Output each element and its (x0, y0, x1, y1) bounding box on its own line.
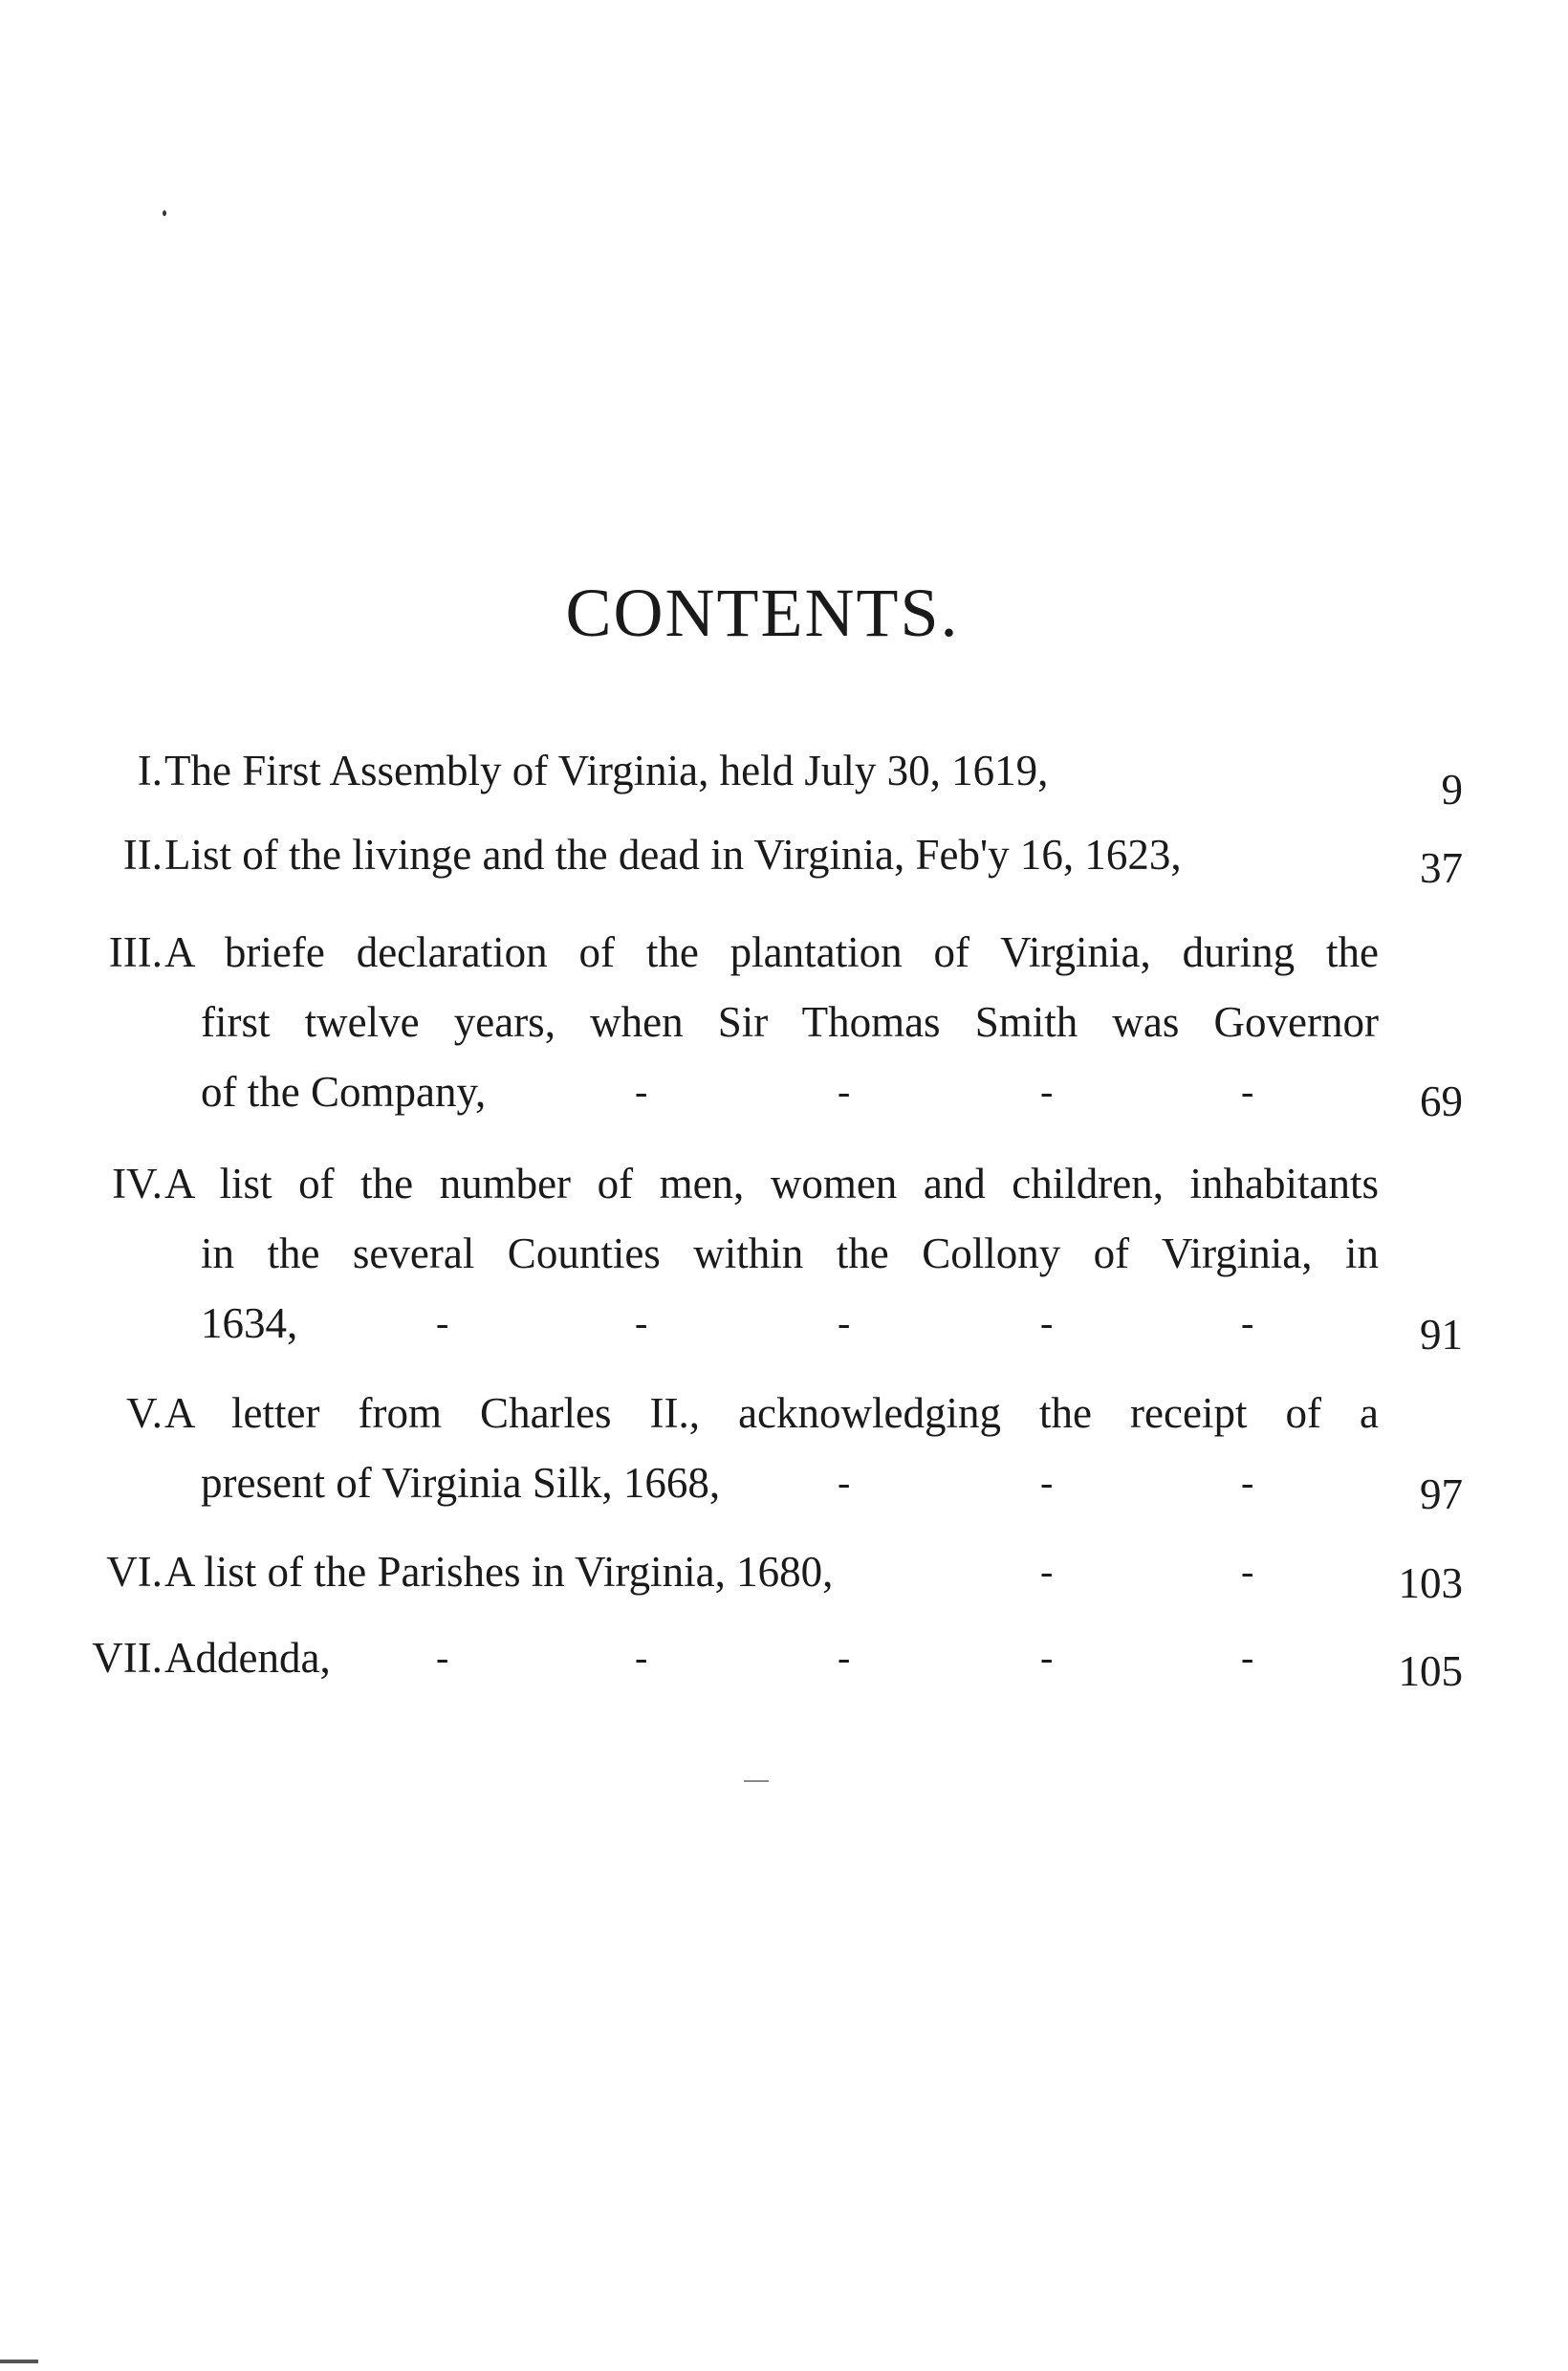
entry-title-continued: 1634, (201, 1299, 298, 1347)
entry-title: Addenda, (164, 1634, 331, 1682)
entry-numeral: II. (122, 831, 163, 879)
entry-title-continued: present of Virginia Silk, 1668, (201, 1459, 721, 1507)
entry-page-number: 37 (1420, 844, 1463, 892)
entry-title: A list of the number of men, women and children, inhabitants (164, 1160, 1379, 1207)
entry-title: List of the livinge and the dead in Virginia, Feb'y 16, 1623, (164, 831, 1182, 879)
entry-page-number: 91 (1420, 1311, 1463, 1359)
leader-dash: - (838, 1070, 851, 1113)
leader-dash: - (1241, 1301, 1254, 1344)
entry-page-number: 9 (1441, 766, 1463, 814)
entry-numeral: VII. (92, 1634, 163, 1682)
leader-dash: - (1241, 1550, 1254, 1593)
leader-dash: - (1241, 1461, 1254, 1504)
entry-title: A list of the Parishes in Virginia, 1680, (164, 1548, 834, 1596)
entry-title: The First Assembly of Virginia, held July 30, 1619, (164, 747, 1049, 794)
entry-numeral: V. (126, 1389, 163, 1437)
entry-title: A letter from Charles II., acknowledging the receipt of a (164, 1389, 1379, 1437)
scan-smudge (744, 1780, 769, 1782)
entry-numeral: IV. (112, 1160, 163, 1207)
leader-dash: - (838, 1461, 851, 1504)
entry-title-continued: of the Company, (201, 1068, 487, 1116)
leader-dash: - (1241, 1636, 1254, 1679)
entry-page-number: 69 (1420, 1077, 1463, 1125)
leader-dash: - (1040, 1636, 1054, 1679)
entry-numeral: III. (108, 928, 163, 976)
leader-dash: - (635, 1636, 648, 1679)
entry-title-continued: first twelve years, when Sir Thomas Smith was Governor (201, 998, 1379, 1046)
leader-dash: - (838, 1636, 851, 1679)
leader-dash: - (635, 1301, 648, 1344)
entry-title: A briefe declaration of the plantation of Virginia, during the (164, 928, 1379, 976)
leader-dash: - (1040, 1550, 1054, 1593)
leader-dash: - (1040, 1070, 1054, 1113)
entry-numeral: I. (137, 747, 163, 794)
page-title: CONTENTS. (565, 575, 960, 651)
entry-numeral: VI. (106, 1548, 163, 1596)
leader-dash: - (838, 1301, 851, 1344)
scan-smudge (0, 2360, 38, 2363)
leader-dash: - (635, 1070, 648, 1113)
leader-dash: - (436, 1636, 449, 1679)
leader-dash: - (1040, 1301, 1054, 1344)
entry-title-continued: in the several Counties within the Collony of Virginia, in (201, 1229, 1379, 1277)
scan-speck (163, 210, 166, 216)
entry-page-number: 103 (1398, 1559, 1463, 1607)
entry-page-number: 97 (1420, 1470, 1463, 1518)
entry-page-number: 105 (1398, 1647, 1463, 1695)
leader-dash: - (1040, 1461, 1054, 1504)
leader-dash: - (436, 1301, 449, 1344)
leader-dash: - (1241, 1070, 1254, 1113)
